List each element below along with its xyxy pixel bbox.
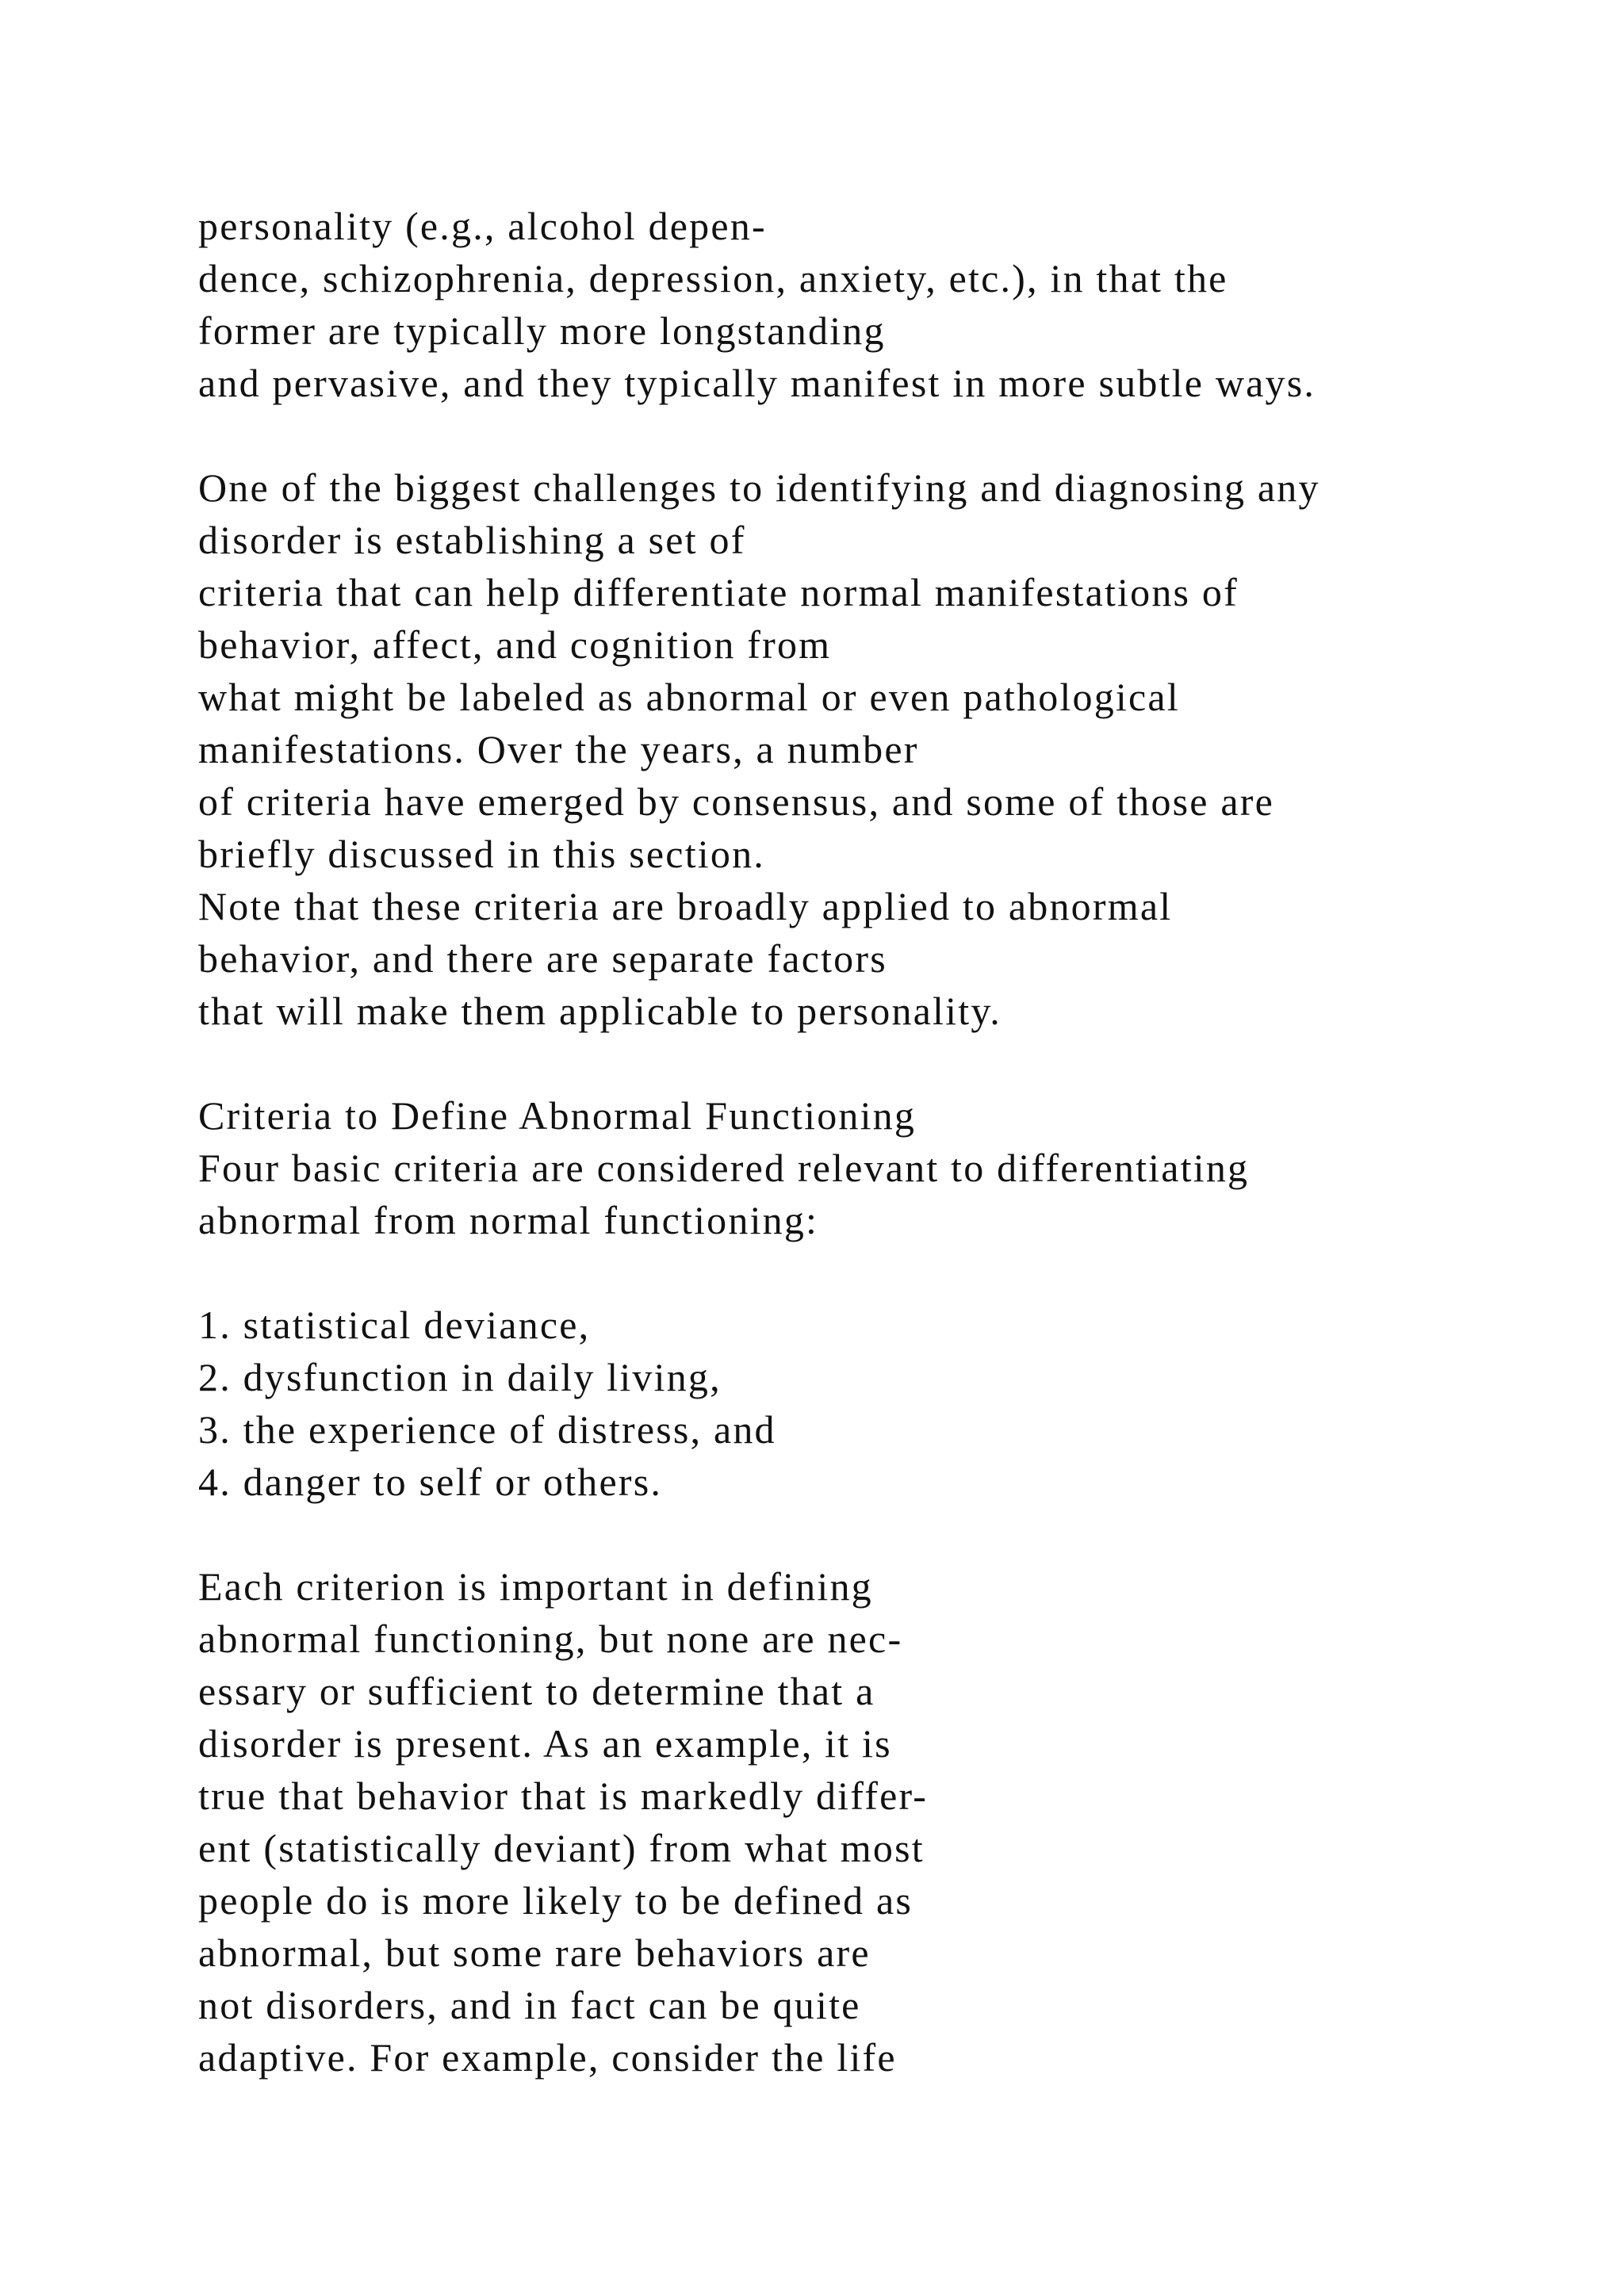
text-line: and pervasive, and they typically manifest in more subtle ways. (198, 361, 1316, 405)
text-line: true that behavior that is markedly differ- (198, 1774, 929, 1818)
text-line: abnormal from normal functioning: (198, 1198, 819, 1242)
document-body (198, 200, 1546, 2084)
text-line: behavior, affect, and cognition from (198, 622, 832, 667)
text-line: former are typically more longstanding (198, 308, 886, 353)
text-line: briefly discussed in this section. (198, 832, 765, 876)
text-line: behavior, and there are separate factors (198, 936, 887, 981)
text-line: disorder is establishing a set of (198, 518, 746, 562)
text-line: personality (e.g., alcohol depen- (198, 204, 767, 248)
list-item: 1. statistical deviance, (198, 1303, 591, 1347)
text-line: Note that these criteria are broadly applied to abnormal (198, 884, 1173, 928)
text-line: criteria that can help differentiate normal manifestations of (198, 570, 1239, 614)
text-line: abnormal, but some rare behaviors are (198, 1931, 871, 1975)
blank-line (198, 409, 1546, 461)
list-item: 4. danger to self or others. (198, 1460, 663, 1504)
text-line: ent (statistically deviant) from what most (198, 1826, 925, 1870)
text-line: that will make them applicable to personality. (198, 989, 1002, 1033)
blank-line (198, 1246, 1546, 1299)
text-line: not disorders, and in fact can be quite (198, 1983, 861, 2027)
text-line: people do is more likely to be defined as (198, 1878, 914, 1923)
text-line: adaptive. For example, consider the life (198, 2035, 897, 2080)
text-line: what might be labeled as abnormal or even pathological (198, 675, 1180, 719)
list-item: 3. the experience of distress, and (198, 1407, 776, 1452)
text-line: of criteria have emerged by consensus, and some of those are (198, 779, 1275, 824)
list-item: 2. dysfunction in daily living, (198, 1355, 722, 1399)
section-heading: Criteria to Define Abnormal Functioning (198, 1093, 917, 1138)
text-line: essary or sufficient to determine that a (198, 1669, 875, 1713)
text-line: One of the biggest challenges to identifying and diagnosing any (198, 465, 1320, 510)
blank-line (198, 1508, 1546, 1560)
text-line: abnormal functioning, but none are nec- (198, 1617, 903, 1661)
text-line: Four basic criteria are considered relevant to differentiating (198, 1146, 1250, 1190)
text-line: disorder is present. As an example, it is (198, 1721, 892, 1766)
text-line: manifestations. Over the years, a number (198, 727, 919, 771)
text-line: dence, schizophrenia, depression, anxiety, etc.), in that the (198, 256, 1228, 300)
text-line: Each criterion is important in defining (198, 1564, 873, 1609)
blank-line (198, 1037, 1546, 1089)
